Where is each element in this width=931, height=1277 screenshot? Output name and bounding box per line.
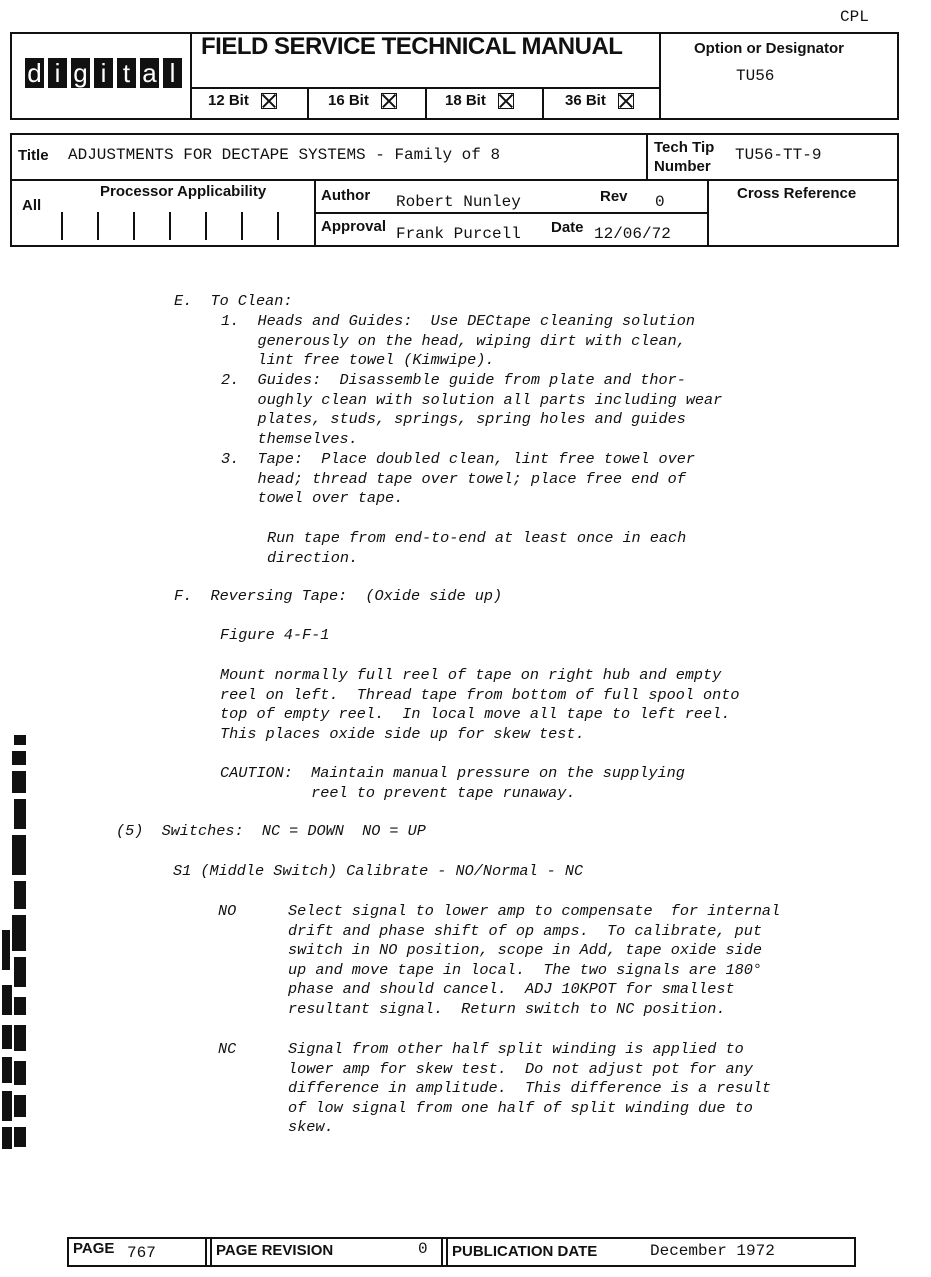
rev-label: Rev [600,188,628,205]
page-number: 767 [127,1244,156,1262]
logo-letter: i [94,58,113,88]
bit-option-16 [328,92,397,109]
nc-label: NC [218,1040,237,1058]
logo-letter: g [71,58,90,88]
s1-heading: S1 (Middle Switch) Calibrate - NO/Normal - NC [173,862,584,880]
page-revision-label: PAGE REVISION [216,1242,334,1259]
margin-binding-marks [0,735,30,1155]
logo-letter: t [117,58,136,88]
manual-title: FIELD SERVICE TECHNICAL MANUAL [201,33,623,60]
option-label: Option or Designator [694,40,844,57]
cross-reference-label: Cross Reference [737,185,857,202]
logo-letter: a [140,58,159,88]
nc-text: Signal from other half split winding is applied to lower amp for skew test. Do not adjust pot for any difference in amplitude. This difference is a result of low signal from one half of split winding due to skew. [288,1040,772,1137]
option-value: TU56 [736,67,775,85]
techtip-label-line: Tech Tip [654,139,715,156]
rev-value: 0 [655,193,665,211]
approval-label: Approval [321,218,387,235]
bit-label: 18 Bit [445,92,486,109]
techtip-value: TU56-TT-9 [735,146,822,164]
checkbox-checked-icon [618,93,634,109]
section-f-heading: F. Reversing Tape: (Oxide side up) [174,587,503,605]
publication-date-label: PUBLICATION DATE [452,1243,598,1260]
all-label: All [22,197,42,214]
section-e-heading: E. To Clean: [174,292,293,310]
publication-date-value: December 1972 [650,1242,775,1260]
section-f-caution: CAUTION: Maintain manual pressure on the supplying reel to prevent tape runaway. [220,764,685,802]
no-text: Select signal to lower amp to compensate for internal drift and phase shift of op amps. To calibrate, put switch in NO position, scope in Add, tape oxide side up and move tape in local. The two signals are 180° phase and should cancel. ADJ 10KPOT for smallest resultant signal. Return switch to NC position. [288,902,781,1018]
logo-letter: i [48,58,67,88]
checkbox-checked-icon [498,93,514,109]
corner-label: CPL [840,8,869,26]
section-f-mount: Mount normally full reel of tape on right hub and empty reel on left. Thread tape from bottom of full spool onto top of empty reel. In local move all tape to left reel. This places oxide side up for skew test. [220,666,740,743]
bit-option-36 [565,92,634,109]
page-revision-value: 0 [418,1240,428,1258]
section-e-item-2: 2. Guides: Disassemble guide from plate and thor- oughly clean with solution all parts including wear plates, studs, springs, spring holes and guides themselves. [221,371,723,448]
date-value: 12/06/72 [594,225,671,243]
title-value: ADJUSTMENTS FOR DECTAPE SYSTEMS - Family of 8 [68,146,501,164]
techtip-label-line: Number [654,158,711,175]
logo-letter: l [163,58,182,88]
page-label: PAGE [73,1240,115,1257]
section-e-item-1: 1. Heads and Guides: Use DECtape cleaning solution generously on the head, wiping dirt with clean, lint free towel (Kimwipe). [221,312,695,370]
title-label: Title [18,147,49,164]
section-e-item-3: 3. Tape: Place doubled clean, lint free towel over head; thread tape over towel; place free end of towel over tape. [221,450,695,508]
author-label: Author [321,187,371,204]
checkbox-checked-icon [381,93,397,109]
techtip-label [654,138,714,176]
bit-label: 12 Bit [208,92,249,109]
checkbox-checked-icon [261,93,277,109]
date-label: Date [551,219,584,236]
section-f-figure: Figure 4-F-1 [220,626,330,644]
bit-option-18 [445,92,514,109]
approval-value: Frank Purcell [396,225,521,243]
no-label: NO [218,902,237,920]
digital-logo [25,58,186,88]
section-e-run: Run tape from end-to-end at least once in each direction. [267,529,687,567]
bit-label: 16 Bit [328,92,369,109]
logo-letter: d [25,58,44,88]
author-value: Robert Nunley [396,193,521,211]
switches-heading: (5) Switches: NC = DOWN NO = UP [116,822,426,840]
bit-option-12 [208,92,277,109]
bit-label: 36 Bit [565,92,606,109]
processor-label: Processor Applicability [100,183,267,200]
